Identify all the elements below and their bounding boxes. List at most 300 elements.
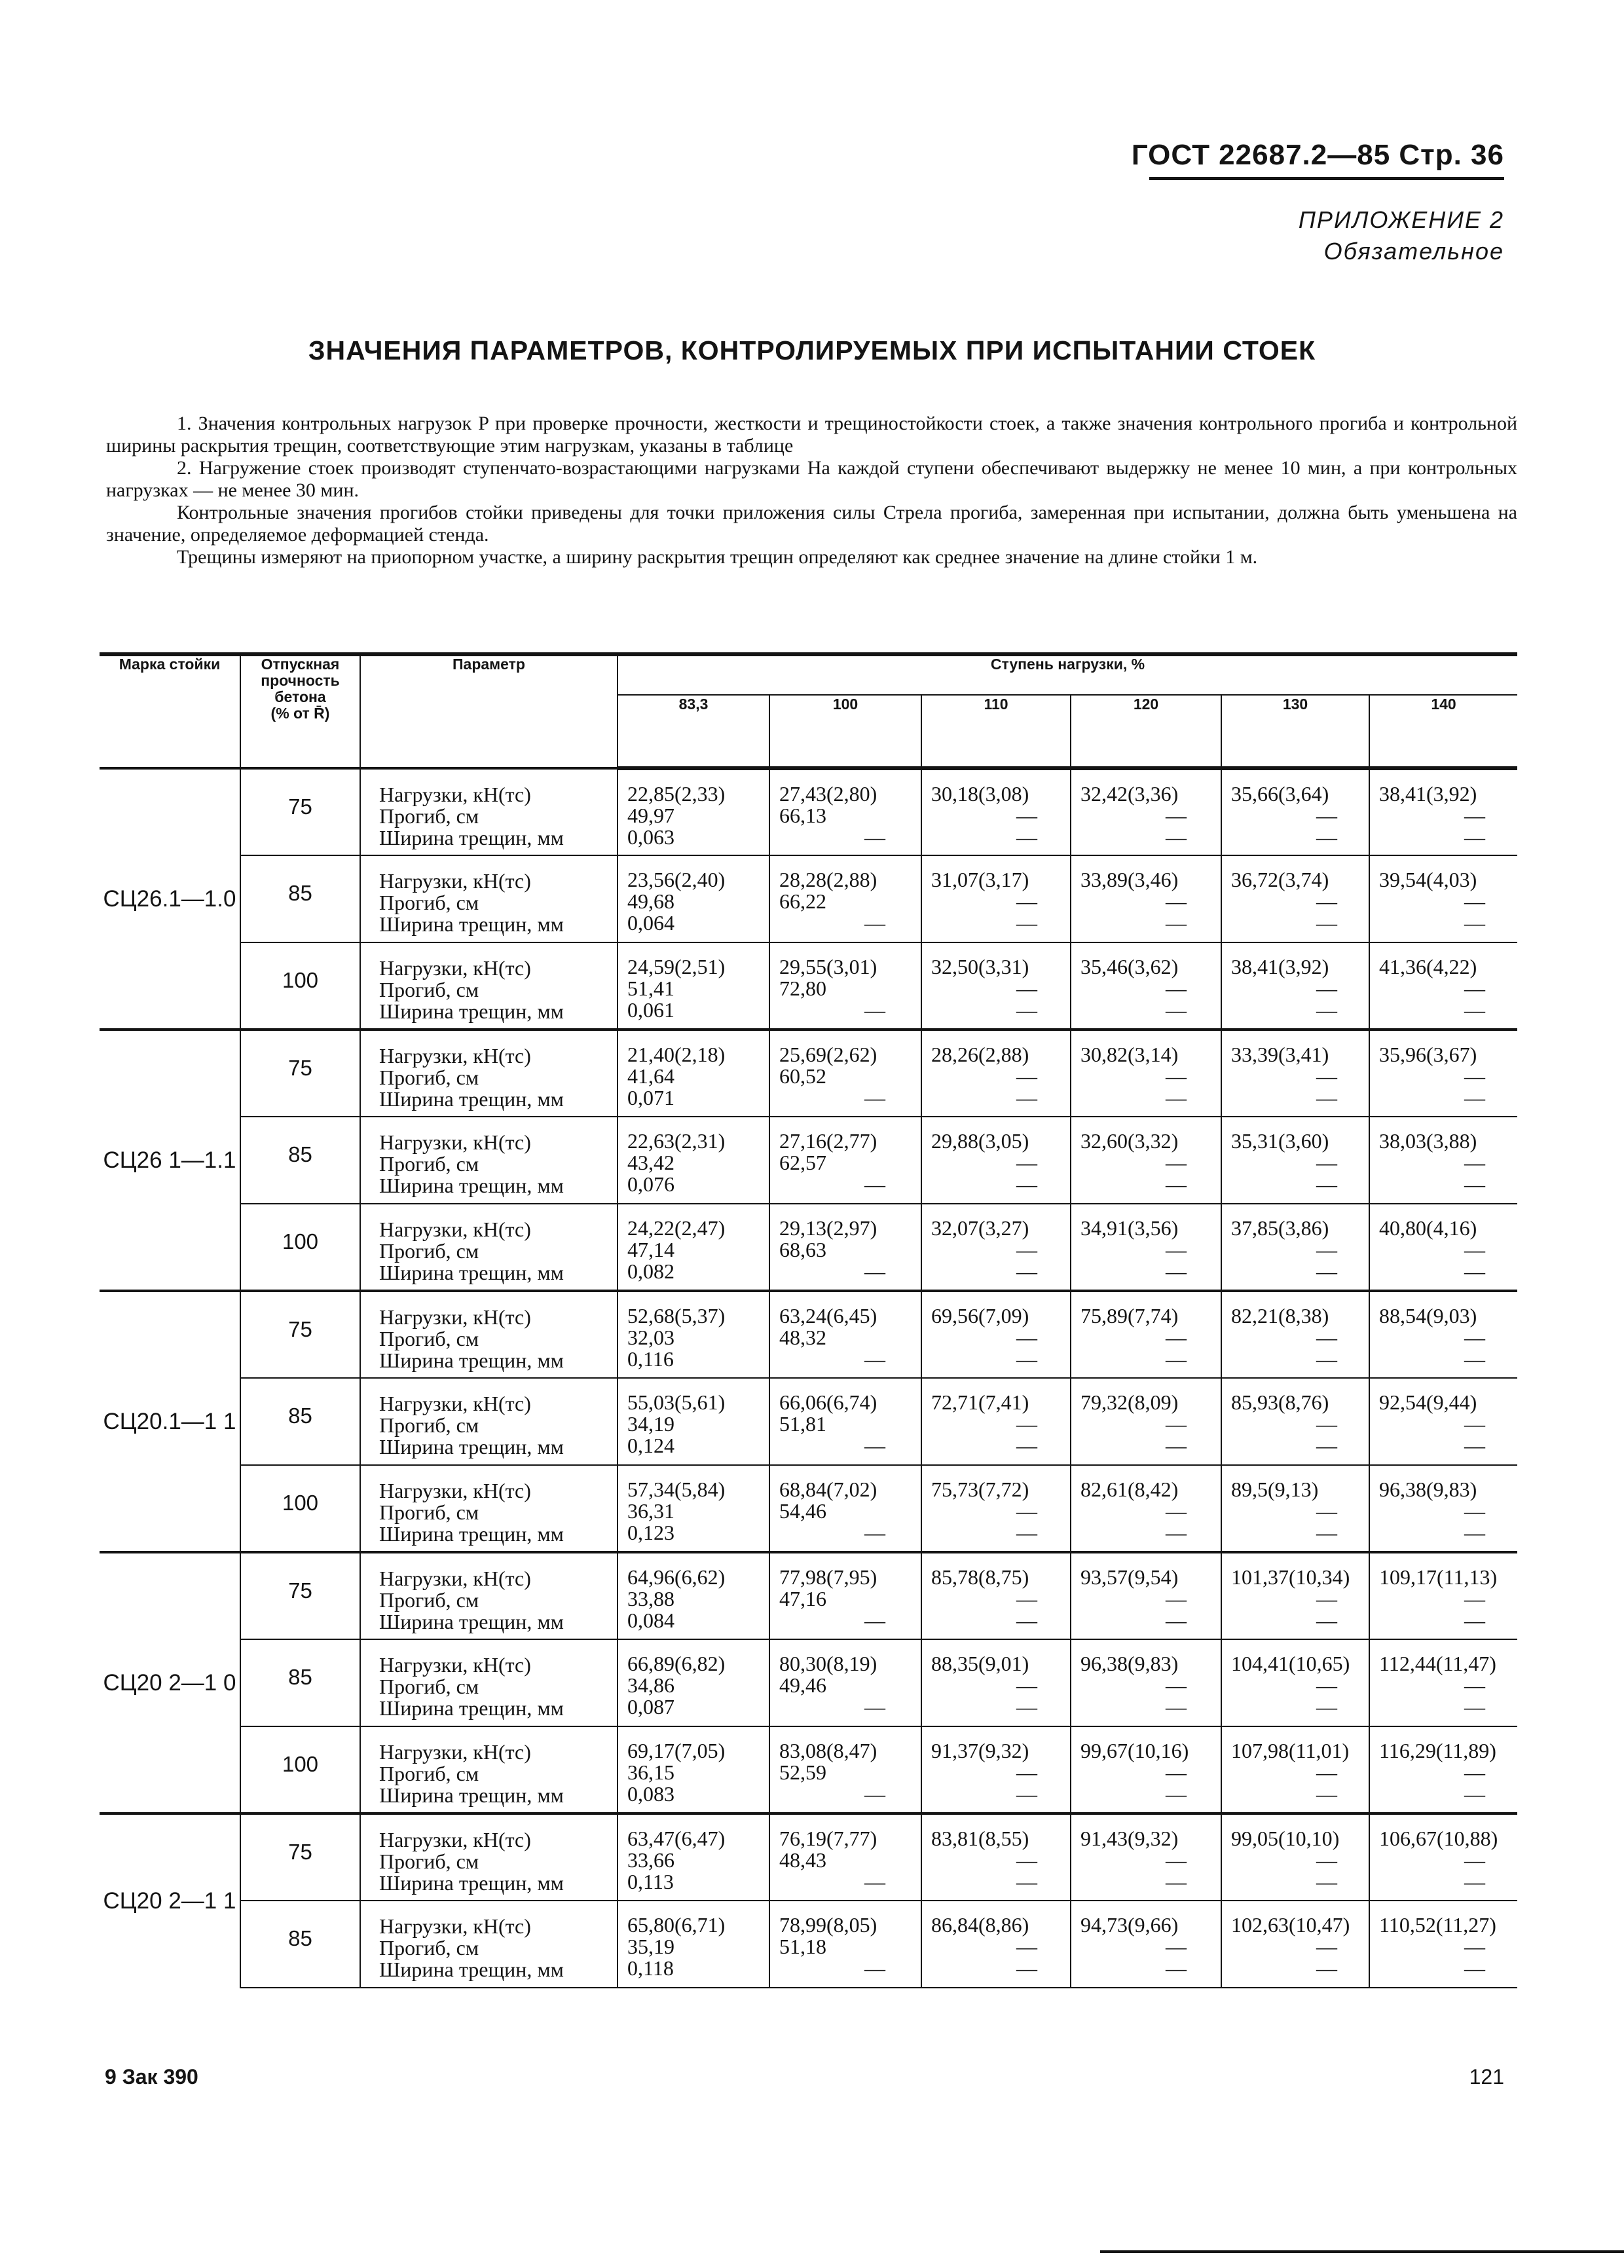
crack-width-value: —: [1166, 1172, 1187, 1196]
load-value: 86,84(8,86): [931, 1913, 1029, 1937]
load-step-value: [1369, 1204, 1517, 1291]
crack-width-value: —: [1016, 1695, 1037, 1719]
load-value: 25,69(2,62): [779, 1043, 877, 1066]
deflection-value: 51,81: [779, 1412, 826, 1436]
deflection-value: 48,43: [779, 1848, 826, 1872]
parameter-name: Прогиб, см: [379, 978, 479, 1001]
parameter-list: [360, 1291, 618, 1378]
parameter-name: Ширина трещин, мм: [379, 1610, 564, 1633]
table-row: [100, 1465, 1517, 1552]
parameter-name: Ширина трещин, мм: [379, 1348, 564, 1372]
load-value: 27,43(2,80): [779, 782, 877, 806]
deflection-value: —: [1166, 1760, 1187, 1784]
parameter-name: Нагрузки, кН(тс): [379, 1567, 531, 1590]
deflection-value: 33,66: [627, 1848, 674, 1872]
deflection-value: —: [1016, 1935, 1037, 1958]
concrete-strength: 75: [240, 1291, 360, 1378]
load-value: 63,47(6,47): [627, 1827, 726, 1850]
load-value: 63,24(6,45): [779, 1304, 877, 1328]
load-step-value: [921, 1726, 1071, 1813]
concrete-strength: 75: [240, 1813, 360, 1901]
parameter-name: Нагрузки, кН(тс): [379, 1653, 531, 1677]
load-value: 24,59(2,51): [627, 955, 726, 978]
crack-width-value: —: [1016, 1086, 1037, 1109]
crack-width-value: —: [1464, 1172, 1485, 1196]
parameter-list: [360, 1901, 618, 1988]
deflection-value: —: [1166, 1935, 1187, 1958]
post-mark: СЦ20 2—1 0: [100, 1552, 240, 1813]
parameter-name: Прогиб, см: [379, 891, 479, 914]
deflection-value: 66,13: [779, 804, 826, 827]
load-value: 64,96(6,62): [627, 1565, 726, 1589]
load-step-header: 110: [921, 695, 1071, 768]
deflection-value: —: [1166, 1412, 1187, 1436]
parameter-list: [360, 1726, 618, 1813]
appendix-number: ПРИЛОЖЕНИЕ 2: [1298, 206, 1504, 233]
load-value: 22,85(2,33): [627, 782, 726, 806]
scan-edge-line: [1100, 2250, 1624, 2253]
deflection-value: —: [1316, 1326, 1337, 1349]
deflection-value: 32,03: [627, 1326, 674, 1349]
crack-width-value: —: [1016, 1870, 1037, 1893]
deflection-value: —: [1016, 976, 1037, 1000]
parameter-name: Ширина трещин, мм: [379, 1871, 564, 1895]
load-value: 38,41(3,92): [1231, 955, 1329, 978]
intro-paragraph: Контрольные значения прогибов стойки приведены для точки приложения силы Стрела прогиба, замеренная при испытании, должна быть уменьшена на значение, определяемое деформацией стенда.: [106, 502, 1517, 546]
concrete-strength: 100: [240, 1465, 360, 1552]
crack-width-value: —: [864, 1259, 885, 1283]
parameter-name: Нагрузки, кН(тс): [379, 1305, 531, 1329]
load-step-value: [921, 1901, 1071, 1988]
load-value: 29,13(2,97): [779, 1216, 877, 1240]
crack-width-value: —: [1464, 1695, 1485, 1719]
load-step-value: [769, 855, 921, 942]
deflection-value: —: [1464, 1499, 1485, 1523]
load-value: 83,08(8,47): [779, 1739, 877, 1762]
deflection-value: —: [1464, 804, 1485, 827]
crack-width-value: —: [864, 1172, 885, 1196]
deflection-value: —: [1016, 1499, 1037, 1523]
load-step-value: [618, 855, 769, 942]
deflection-value: —: [1316, 1412, 1337, 1436]
deflection-value: —: [1016, 1151, 1037, 1174]
table-row: [100, 1639, 1517, 1726]
load-step-value: [618, 1901, 769, 1988]
load-step-value: [1369, 1117, 1517, 1204]
load-value: 82,61(8,42): [1080, 1478, 1179, 1501]
parameter-list: [360, 942, 618, 1030]
load-value: 93,57(9,54): [1080, 1565, 1179, 1589]
load-value: 91,37(9,32): [931, 1739, 1029, 1762]
crack-width-value: —: [864, 911, 885, 935]
crack-width-value: —: [1166, 1870, 1187, 1893]
parameter-name: Нагрузки, кН(тс): [379, 869, 531, 893]
parameter-name: Прогиб, см: [379, 1327, 479, 1350]
load-value: 109,17(11,13): [1379, 1565, 1498, 1589]
crack-width-value: —: [1166, 998, 1187, 1022]
load-value: 69,17(7,05): [627, 1739, 726, 1762]
load-value: 85,93(8,76): [1231, 1390, 1329, 1414]
load-value: 21,40(2,18): [627, 1043, 726, 1066]
parameter-list: [360, 1552, 618, 1639]
load-value: 66,89(6,82): [627, 1652, 726, 1675]
parameter-name: Прогиб, см: [379, 1588, 479, 1612]
load-step-value: [769, 942, 921, 1030]
load-step-value: [1071, 1117, 1221, 1204]
load-step-value: [618, 1726, 769, 1813]
crack-width-value: —: [1166, 1956, 1187, 1980]
crack-width-value: —: [1166, 825, 1187, 849]
load-value: 23,56(2,40): [627, 868, 726, 891]
parameter-name: Нагрузки, кН(тс): [379, 1479, 531, 1502]
table-row: [100, 1291, 1517, 1378]
load-step-value: [1369, 942, 1517, 1030]
load-step-value: [921, 1639, 1071, 1726]
deflection-value: —: [1316, 1760, 1337, 1784]
deflection-value: —: [1016, 1673, 1037, 1697]
load-value: 30,82(3,14): [1080, 1043, 1179, 1066]
deflection-value: —: [1016, 1587, 1037, 1610]
load-value: 96,38(9,83): [1080, 1652, 1179, 1675]
load-value: 102,63(10,47): [1231, 1913, 1350, 1937]
load-value: 91,43(9,32): [1080, 1827, 1179, 1850]
deflection-value: 68,63: [779, 1238, 826, 1261]
load-step-value: [618, 1204, 769, 1291]
load-value: 55,03(5,61): [627, 1390, 726, 1414]
deflection-value: —: [1316, 804, 1337, 827]
deflection-value: —: [1464, 889, 1485, 913]
load-value: 35,46(3,62): [1080, 955, 1179, 978]
load-value: 80,30(8,19): [779, 1652, 877, 1675]
crack-width-value: —: [1316, 1695, 1337, 1719]
load-step-value: [769, 1030, 921, 1117]
parameter-name: Ширина трещин, мм: [379, 1261, 564, 1284]
load-value: 28,26(2,88): [931, 1043, 1029, 1066]
deflection-value: —: [1166, 1673, 1187, 1697]
load-value: 31,07(3,17): [931, 868, 1029, 891]
crack-width-value: 0,071: [627, 1086, 674, 1109]
deflection-value: —: [1166, 1499, 1187, 1523]
crack-width-value: —: [1464, 825, 1485, 849]
load-step-value: [1071, 1901, 1221, 1988]
load-value: 112,44(11,47): [1379, 1652, 1496, 1675]
load-step-value: [1221, 1639, 1369, 1726]
deflection-value: 33,88: [627, 1587, 674, 1610]
deflection-value: —: [1464, 1064, 1485, 1088]
deflection-value: 34,19: [627, 1412, 674, 1436]
load-step-value: [1369, 1726, 1517, 1813]
load-step-value: [1369, 1030, 1517, 1117]
crack-width-value: —: [864, 1347, 885, 1371]
deflection-value: 51,41: [627, 976, 674, 1000]
parameters-table: [100, 652, 1517, 1988]
load-value: 29,55(3,01): [779, 955, 877, 978]
crack-width-value: —: [864, 1521, 885, 1544]
deflection-value: —: [1166, 1151, 1187, 1174]
post-mark: СЦ20 2—1 1: [100, 1813, 240, 1988]
standard-code: ГОСТ 22687.2—85 Стр. 36: [1131, 139, 1504, 171]
parameter-name: Прогиб, см: [379, 1936, 479, 1960]
load-value: 33,89(3,46): [1080, 868, 1179, 891]
load-step-value: [921, 1291, 1071, 1378]
column-header-load-step: Ступень нагрузки, %: [618, 654, 1517, 695]
parameter-name: Прогиб, см: [379, 1239, 479, 1263]
load-step-value: [769, 1204, 921, 1291]
parameter-name: Прогиб, см: [379, 1850, 479, 1873]
load-value: 96,38(9,83): [1379, 1478, 1477, 1501]
table-row: [100, 1552, 1517, 1639]
crack-width-value: —: [864, 1782, 885, 1806]
parameter-name: Нагрузки, кН(тс): [379, 1218, 531, 1241]
crack-width-value: 0,061: [627, 998, 674, 1022]
parameter-name: Прогиб, см: [379, 1762, 479, 1785]
crack-width-value: —: [1166, 1782, 1187, 1806]
load-step-header: 140: [1369, 695, 1517, 768]
load-value: 77,98(7,95): [779, 1565, 877, 1589]
load-step-value: [921, 1378, 1071, 1465]
deflection-value: 48,32: [779, 1326, 826, 1349]
load-step-value: [1221, 1291, 1369, 1378]
deflection-value: 49,68: [627, 889, 674, 913]
load-step-value: [921, 1552, 1071, 1639]
deflection-value: —: [1464, 1587, 1485, 1610]
load-value: 66,06(6,74): [779, 1390, 877, 1414]
load-value: 40,80(4,16): [1379, 1216, 1477, 1240]
crack-width-value: —: [1464, 911, 1485, 935]
load-step-value: [1071, 1291, 1221, 1378]
load-step-value: [1221, 1117, 1369, 1204]
crack-width-value: —: [1316, 1347, 1337, 1371]
crack-width-value: —: [864, 1608, 885, 1632]
crack-width-value: —: [1316, 1608, 1337, 1632]
load-value: 82,21(8,38): [1231, 1304, 1329, 1328]
table-row: [100, 1378, 1517, 1465]
deflection-value: 60,52: [779, 1064, 826, 1088]
table-row: [100, 1030, 1517, 1117]
parameter-name: Нагрузки, кН(тс): [379, 1740, 531, 1764]
load-value: 30,18(3,08): [931, 782, 1029, 806]
load-value: 41,36(4,22): [1379, 955, 1477, 978]
crack-width-value: —: [1464, 1086, 1485, 1109]
load-step-value: [1071, 1465, 1221, 1552]
parameter-name: Прогиб, см: [379, 1066, 479, 1089]
load-step-header: 120: [1071, 695, 1221, 768]
deflection-value: 72,80: [779, 976, 826, 1000]
load-step-value: [1221, 1378, 1369, 1465]
load-step-value: [769, 1291, 921, 1378]
crack-width-value: —: [1166, 1434, 1187, 1457]
load-step-value: [618, 1639, 769, 1726]
load-value: 107,98(11,01): [1231, 1739, 1350, 1762]
load-value: 68,84(7,02): [779, 1478, 877, 1501]
table-row: [100, 768, 1517, 855]
deflection-value: —: [1316, 889, 1337, 913]
crack-width-value: —: [1316, 1870, 1337, 1893]
concrete-strength: 75: [240, 768, 360, 855]
deflection-value: —: [1166, 976, 1187, 1000]
crack-width-value: —: [864, 1956, 885, 1980]
deflection-value: 51,18: [779, 1935, 826, 1958]
table-row: [100, 1204, 1517, 1291]
deflection-value: 49,97: [627, 804, 674, 827]
load-step-value: [769, 1901, 921, 1988]
load-step-value: [921, 1117, 1071, 1204]
crack-width-value: —: [1464, 1259, 1485, 1283]
deflection-value: —: [1316, 1238, 1337, 1261]
deflection-value: —: [1016, 1412, 1037, 1436]
deflection-value: —: [1316, 1064, 1337, 1088]
load-value: 35,96(3,67): [1379, 1043, 1477, 1066]
parameter-name: Нагрузки, кН(тс): [379, 1914, 531, 1938]
crack-width-value: 0,116: [627, 1347, 674, 1371]
load-step-value: [618, 1117, 769, 1204]
concrete-strength: 75: [240, 1552, 360, 1639]
load-step-value: [1071, 855, 1221, 942]
crack-width-value: —: [1016, 1782, 1037, 1806]
load-step-value: [1071, 1378, 1221, 1465]
load-value: 38,03(3,88): [1379, 1129, 1477, 1153]
deflection-value: 47,14: [627, 1238, 674, 1261]
load-value: 24,22(2,47): [627, 1216, 726, 1240]
parameter-name: Ширина трещин, мм: [379, 1174, 564, 1197]
load-value: 83,81(8,55): [931, 1827, 1029, 1850]
load-value: 94,73(9,66): [1080, 1913, 1179, 1937]
load-step-value: [921, 768, 1071, 855]
concrete-strength: 100: [240, 942, 360, 1030]
load-value: 92,54(9,44): [1379, 1390, 1477, 1414]
crack-width-value: —: [1316, 1086, 1337, 1109]
load-value: 110,52(11,27): [1379, 1913, 1496, 1937]
deflection-value: —: [1016, 1848, 1037, 1872]
parameter-name: Нагрузки, кН(тс): [379, 1828, 531, 1851]
crack-width-value: 0,083: [627, 1782, 674, 1806]
load-step-value: [921, 1204, 1071, 1291]
parameter-name: Ширина трещин, мм: [379, 912, 564, 936]
load-step-value: [1221, 1030, 1369, 1117]
crack-width-value: —: [1464, 1521, 1485, 1544]
deflection-value: 66,22: [779, 889, 826, 913]
table-row: [100, 855, 1517, 942]
load-step-value: [1369, 1465, 1517, 1552]
deflection-value: —: [1464, 1848, 1485, 1872]
load-step-value: [1071, 1813, 1221, 1901]
load-value: 32,60(3,32): [1080, 1129, 1179, 1153]
parameter-name: Ширина трещин, мм: [379, 1087, 564, 1111]
deflection-value: —: [1316, 1848, 1337, 1872]
deflection-value: 52,59: [779, 1760, 826, 1784]
load-step-value: [1071, 1204, 1221, 1291]
parameter-list: [360, 1378, 618, 1465]
crack-width-value: 0,082: [627, 1259, 674, 1283]
crack-width-value: —: [1016, 1608, 1037, 1632]
load-value: 29,88(3,05): [931, 1129, 1029, 1153]
load-value: 75,73(7,72): [931, 1478, 1029, 1501]
load-step-value: [921, 1813, 1071, 1901]
load-step-value: [1221, 942, 1369, 1030]
load-step-value: [618, 942, 769, 1030]
concrete-strength: 100: [240, 1726, 360, 1813]
load-step-value: [1221, 768, 1369, 855]
load-step-value: [1071, 1726, 1221, 1813]
crack-width-value: —: [1016, 1259, 1037, 1283]
deflection-value: —: [1464, 1238, 1485, 1261]
deflection-value: —: [1166, 1064, 1187, 1088]
crack-width-value: —: [1016, 1956, 1037, 1980]
load-value: 65,80(6,71): [627, 1913, 726, 1937]
post-mark: СЦ26.1—1.0: [100, 768, 240, 1030]
deflection-value: —: [1464, 976, 1485, 1000]
deflection-value: —: [1166, 1848, 1187, 1872]
deflection-value: 36,15: [627, 1760, 674, 1784]
crack-width-value: —: [1016, 825, 1037, 849]
crack-width-value: —: [1016, 1347, 1037, 1371]
parameter-name: Ширина трещин, мм: [379, 1958, 564, 1981]
load-step-value: [1071, 1552, 1221, 1639]
deflection-value: —: [1464, 1326, 1485, 1349]
intro-text: [106, 413, 1517, 568]
deflection-value: —: [1464, 1935, 1485, 1958]
load-step-value: [1369, 855, 1517, 942]
deflection-value: —: [1464, 1760, 1485, 1784]
intro-paragraph: 2. Нагружение стоек производят ступенчато-возрастающими нагрузками На каждой ступени обеспечивают выдержку не менее 10 мин, а при контрольных нагрузках — не менее 30 мин.: [106, 457, 1517, 501]
deflection-value: 54,46: [779, 1499, 826, 1523]
load-value: 22,63(2,31): [627, 1129, 726, 1153]
parameter-name: Ширина трещин, мм: [379, 1783, 564, 1807]
crack-width-value: —: [1464, 1608, 1485, 1632]
load-value: 34,91(3,56): [1080, 1216, 1179, 1240]
crack-width-value: —: [1166, 1086, 1187, 1109]
parameter-name: Ширина трещин, мм: [379, 1696, 564, 1720]
load-step-value: [1369, 1813, 1517, 1901]
parameter-name: Прогиб, см: [379, 1675, 479, 1698]
parameter-name: Ширина трещин, мм: [379, 1522, 564, 1546]
crack-width-value: 0,113: [627, 1870, 674, 1893]
load-step-value: [769, 1117, 921, 1204]
deflection-value: 47,16: [779, 1587, 826, 1610]
crack-width-value: 0,087: [627, 1695, 674, 1719]
load-value: 79,32(8,09): [1080, 1390, 1179, 1414]
load-value: 27,16(2,77): [779, 1129, 877, 1153]
crack-width-value: —: [864, 825, 885, 849]
deflection-value: —: [1166, 1238, 1187, 1261]
load-value: 88,54(9,03): [1379, 1304, 1477, 1328]
load-value: 36,72(3,74): [1231, 868, 1329, 891]
crack-width-value: —: [1166, 1259, 1187, 1283]
crack-width-value: —: [864, 1695, 885, 1719]
load-value: 101,37(10,34): [1231, 1565, 1350, 1589]
load-step-value: [618, 1813, 769, 1901]
intro-paragraph: Трещины измеряют на приопорном участке, а ширину раскрытия трещин определяют как среднее значение на длине стойки 1 м.: [177, 546, 1258, 568]
appendix-status: Обязательное: [1323, 238, 1504, 265]
deflection-value: —: [1316, 1499, 1337, 1523]
parameter-list: [360, 1465, 618, 1552]
parameter-list: [360, 768, 618, 855]
crack-width-value: —: [1464, 1434, 1485, 1457]
column-header-mark: Марка стойки: [100, 654, 240, 768]
deflection-value: —: [1464, 1412, 1485, 1436]
deflection-value: 43,42: [627, 1151, 674, 1174]
parameter-list: [360, 1117, 618, 1204]
crack-width-value: —: [1316, 1956, 1337, 1980]
crack-width-value: —: [1166, 1695, 1187, 1719]
crack-width-value: —: [1166, 911, 1187, 935]
concrete-strength: 85: [240, 1117, 360, 1204]
load-step-value: [1221, 1204, 1369, 1291]
load-value: 32,42(3,36): [1080, 782, 1179, 806]
crack-width-value: —: [1166, 1347, 1187, 1371]
column-header-parameter: Параметр: [360, 654, 618, 768]
parameter-name: Ширина трещин, мм: [379, 1435, 564, 1459]
